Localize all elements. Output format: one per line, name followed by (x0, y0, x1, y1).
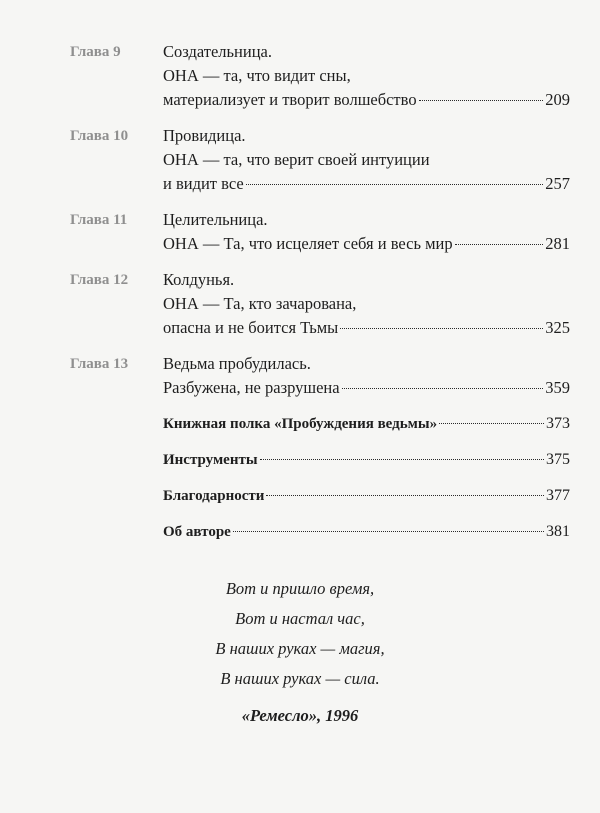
chapter-title (163, 208, 570, 256)
toc-entry-about-author[interactable] (163, 520, 570, 544)
chapter-leader-line (163, 316, 570, 340)
poem-line: Вот и пришло время, (225, 579, 375, 598)
toc-chapter-9[interactable] (0, 40, 600, 112)
chapter-title-line: ОНА — Та, кто зачарована, (163, 294, 357, 313)
dot-leader (419, 100, 544, 101)
toc-chapter-12[interactable] (0, 268, 600, 340)
page-number: 257 (545, 174, 570, 193)
entry-title: Книжная полка «Пробуждения ведьмы» (163, 416, 438, 432)
chapter-leader-line (163, 232, 570, 256)
chapter-title-line: опасна и не боится Тьмы (163, 318, 339, 337)
page-number: 209 (545, 90, 570, 109)
dot-leader (340, 328, 543, 329)
toc-entry-tools[interactable] (163, 448, 570, 472)
chapter-leader-line (163, 376, 570, 400)
chapter-title-line: Разбужена, не разрушена (163, 378, 340, 397)
dot-leader (455, 244, 544, 245)
chapter-title-line: ОНА — та, что видит сны, (163, 66, 351, 85)
chapter-title (163, 268, 570, 340)
chapter-number: Глава 13 (70, 356, 129, 372)
chapter-title (163, 352, 570, 400)
chapter-title-line: Ведьма пробудилась. (163, 354, 311, 373)
poem-line: В наших руках — сила. (220, 669, 380, 688)
chapter-title-line: Создательница. (163, 42, 272, 61)
toc-entry-acknowledgements[interactable] (163, 484, 570, 508)
epigraph-poem (0, 574, 600, 694)
chapter-number: Глава 10 (70, 128, 129, 144)
chapter-title-line: ОНА — Та, что исцеляет себя и весь мир (163, 234, 453, 253)
chapter-number: Глава 11 (70, 212, 128, 228)
chapter-title-line: ОНА — та, что верит своей интуиции (163, 150, 430, 169)
chapter-title-line: материализует и творит волшебство (163, 90, 417, 109)
poem-line: Вот и настал час, (235, 609, 365, 628)
table-of-contents (0, 40, 600, 556)
page-number: 377 (546, 487, 570, 504)
dot-leader (266, 495, 544, 496)
chapter-number: Глава 9 (70, 44, 121, 60)
chapter-title-line: Колдунья. (163, 270, 235, 289)
toc-back-matter (163, 412, 570, 544)
toc-chapter-11[interactable] (0, 208, 600, 256)
epigraph-attribution: «Ремесло», 1996 (241, 706, 359, 725)
chapter-leader-line (163, 172, 570, 196)
dot-leader (246, 184, 544, 185)
poem-line: В наших руках — магия, (215, 639, 385, 658)
entry-title: Инструменты (163, 452, 258, 468)
toc-chapter-10[interactable] (0, 124, 600, 196)
toc-entry-bookshelf[interactable] (163, 412, 570, 436)
chapter-title-line: Провидица. (163, 126, 246, 145)
toc-chapter-13[interactable] (0, 352, 600, 400)
page-number: 325 (545, 318, 570, 337)
dot-leader (260, 459, 544, 460)
page-number: 375 (546, 451, 570, 468)
chapter-title (163, 40, 570, 112)
entry-title: Об авторе (163, 524, 231, 540)
dot-leader (342, 388, 544, 389)
page-number: 281 (545, 234, 570, 253)
chapter-leader-line (163, 88, 570, 112)
dot-leader (233, 531, 544, 532)
dot-leader (439, 423, 544, 424)
page-number: 373 (546, 415, 570, 432)
chapter-title-line: и видит все (163, 174, 244, 193)
chapter-number: Глава 12 (70, 272, 129, 288)
entry-title: Благодарности (163, 488, 265, 504)
chapter-title (163, 124, 570, 196)
chapter-title-line: Целительница. (163, 210, 268, 229)
page-number: 381 (546, 523, 570, 540)
page-number: 359 (545, 378, 570, 397)
